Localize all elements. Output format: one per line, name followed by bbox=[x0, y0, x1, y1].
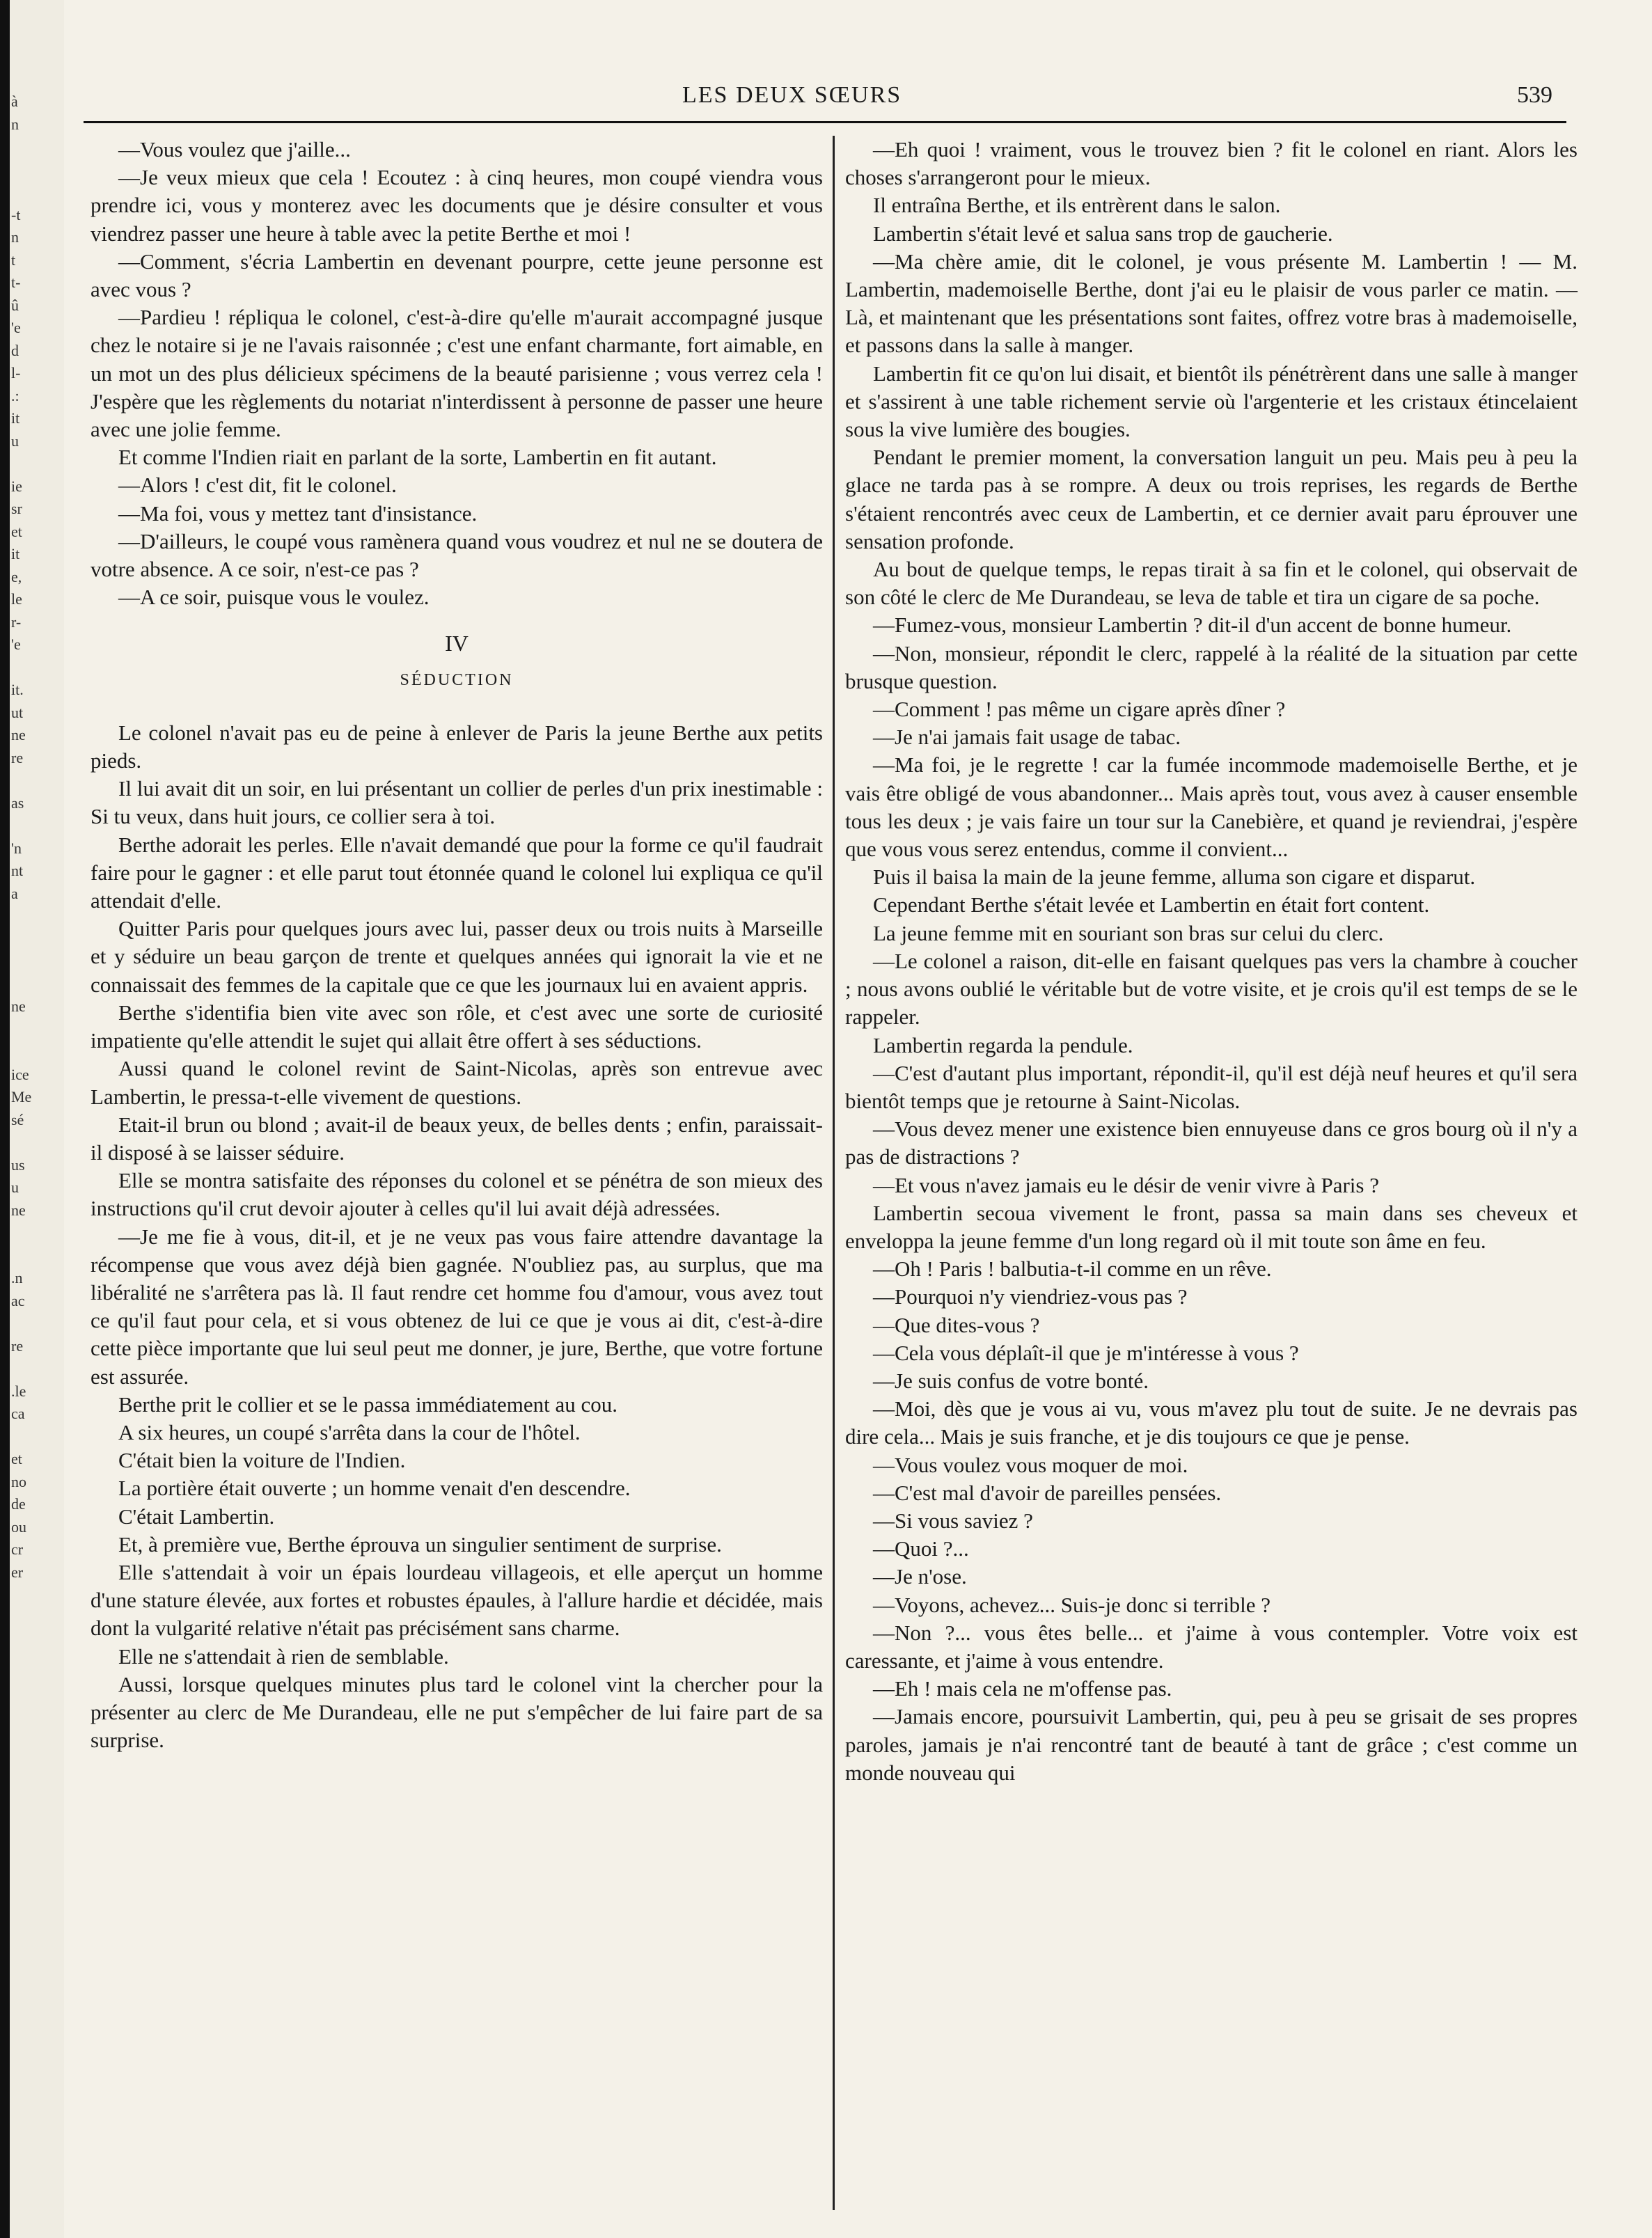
left-paragraphs-before bbox=[91, 136, 823, 611]
paragraph: Elle se montra satisfaite des réponses du colonel et se pénétra de son mieux des instructions qu'il crut devoir ajouter à celles qu'il lui avait déjà adressées. bbox=[91, 1168, 823, 1221]
paragraph: —C'est mal d'avoir de pareilles pensées. bbox=[873, 1480, 1222, 1505]
paragraph: —Que dites-vous ? bbox=[873, 1312, 1040, 1337]
paragraph: —Pourquoi n'y viendriez-vous pas ? bbox=[873, 1284, 1188, 1309]
paragraph: —Je suis confus de votre bonté. bbox=[873, 1368, 1149, 1393]
paragraph: —Vous voulez que j'aille... bbox=[118, 137, 351, 161]
paragraph: Etait-il brun ou blond ; avait-il de beaux yeux, de belles dents ; enfin, paraissait-il disposé à se laisser séduire. bbox=[91, 1112, 823, 1165]
paragraph: Quitter Paris pour quelques jours avec lui, passer deux ou trois nuits à Marseille et y séduire un beau garçon de trente et quelques années qui ignorait la vie et ne connaissait des femmes de la capitale que ce que les journaux lui en avaient appris. bbox=[91, 916, 823, 997]
paragraph: Au bout de quelque temps, le repas tirait à sa fin et le colonel, qui observait de son côté le clerc de Me Durandeau, se leva de table et tira un cigare de sa poche. bbox=[845, 557, 1578, 610]
paragraph: —Oh ! Paris ! balbutia-t-il comme en un rêve. bbox=[873, 1256, 1272, 1282]
header-rule bbox=[84, 121, 1566, 123]
paragraph: —Ma chère amie, dit le colonel, je vous présente M. Lambertin ! — M. Lambertin, mademoiselle Berthe, dont j'ai eu le plaisir de vous parler ce matin. — Là, et maintenant que les présentations sont faites, offrez votre bras à mademoiselle, et passons dans la salle à manger. bbox=[845, 249, 1578, 358]
paragraph: —Jamais encore, poursuivit Lambertin, qui, peu à peu se grisait de ses propres paroles, jamais je n'ai rencontré tant de beauté à tant de grâce ; c'est comme un monde nouveau qui bbox=[845, 1704, 1578, 1785]
paragraph: Aussi, lorsque quelques minutes plus tard le colonel vint la chercher pour la présenter au clerc de Me Durandeau, elle ne put s'empêcher de lui faire part de sa surprise. bbox=[91, 1671, 823, 1753]
paragraph: Lambertin secoua vivement le front, passa sa main dans ses cheveux et enveloppa la jeune femme d'un long regard où il mit toute son âme en feu. bbox=[845, 1200, 1578, 1253]
paragraph: —Ma foi, je le regrette ! car la fumée incommode mademoiselle Berthe, et je vais être obligé de vous abandonner... Mais après tout, vous avez à causer ensemble tous les deux ; je vais faire un tour sur la Canebière, et quand je reviendrai, j'espère que vous vous serez entendus, comme il convient... bbox=[845, 752, 1578, 862]
paragraph: —Non, monsieur, répondit le clerc, rappelé à la réalité de la situation par cette brusque question. bbox=[845, 640, 1578, 693]
paragraph: —Vous voulez vous moquer de moi. bbox=[873, 1452, 1188, 1477]
paragraph: —Je veux mieux que cela ! Ecoutez : à cinq heures, mon coupé viendra vous prendre ici, vous y monterez avec les documents que je désire consulter et vous viendrez passer une heure à table avec la petite Berthe et moi ! bbox=[91, 165, 823, 246]
paragraph: —Eh quoi ! vraiment, vous le trouvez bien ? fit le colonel en riant. Alors les choses s'arrangeront pour le mieux. bbox=[845, 137, 1578, 190]
paragraph: —Comment, s'écria Lambertin en devenant pourpre, cette jeune personne est avec vous ? bbox=[91, 249, 823, 302]
paragraph: —Je n'ose. bbox=[873, 1564, 967, 1589]
running-title: LES DEUX SŒURS bbox=[682, 82, 902, 108]
paragraph: Et comme l'Indien riait en parlant de la sorte, Lambertin en fit autant. bbox=[118, 445, 717, 470]
left-paragraphs-after bbox=[91, 719, 823, 1755]
paragraph: Berthe prit le collier et se le passa immédiatement au cou. bbox=[118, 1392, 618, 1417]
paragraph: Pendant le premier moment, la conversation languit un peu. Mais peu à peu la glace ne tarda pas à se rompre. A deux ou trois reprises, les regards de Berthe s'étaient rencontrés avec ceux de Lambertin, et ce dernier avait paru éprouver une sensation profonde. bbox=[845, 445, 1578, 553]
paragraph: Et, à première vue, Berthe éprouva un singulier sentiment de surprise. bbox=[118, 1531, 722, 1557]
running-header bbox=[70, 82, 1566, 124]
right-paragraphs bbox=[845, 136, 1578, 1787]
paragraph: —Je n'ai jamais fait usage de tabac. bbox=[873, 725, 1181, 750]
paragraph: Elle ne s'attendait à rien de semblable. bbox=[118, 1644, 449, 1669]
left-column bbox=[91, 136, 823, 1754]
paragraph: —Si vous saviez ? bbox=[873, 1508, 1033, 1533]
paragraph: —Moi, dès que je vous ai vu, vous m'avez plu tout de suite. Je ne devrais pas dire cela... Mais je suis franche, et je dis toujours ce que je pense. bbox=[845, 1396, 1578, 1449]
paragraph: Cependant Berthe s'était levée et Lambertin en était fort content. bbox=[873, 892, 1430, 917]
binding-gutter bbox=[0, 0, 64, 2238]
paragraph: Lambertin fit ce qu'on lui disait, et bientôt ils pénétrèrent dans une salle à manger et s'assirent à une table richement servie où l'argenterie et les cristaux étincelaient sous la vive lumière des bougies. bbox=[845, 361, 1578, 442]
paragraph: La jeune femme mit en souriant son bras sur celui du clerc. bbox=[873, 920, 1384, 945]
right-column bbox=[845, 136, 1578, 1787]
paragraph: Elle s'attendait à voir un épais lourdeau villageois, et elle aperçut un homme d'une stature élevée, aux fortes et robustes épaules, à l'allure hardie et décidée, mais dont la vulgarité relative n'était pas précisément sans charme. bbox=[91, 1559, 823, 1641]
paragraph: Lambertin regarda la pendule. bbox=[873, 1032, 1133, 1057]
paragraph: —Quoi ?... bbox=[873, 1536, 969, 1561]
paragraph: —Fumez-vous, monsieur Lambertin ? dit-il d'un accent de bonne humeur. bbox=[873, 613, 1512, 638]
paragraph: La portière était ouverte ; un homme venait d'en descendre. bbox=[118, 1476, 631, 1501]
paragraph: —Et vous n'avez jamais eu le désir de venir vivre à Paris ? bbox=[873, 1172, 1379, 1197]
paragraph: —D'ailleurs, le coupé vous ramènera quand vous voudrez et nul ne se doutera de votre absence. A ce soir, n'est-ce pas ? bbox=[91, 528, 823, 582]
paragraph: A six heures, un coupé s'arrêta dans la cour de l'hôtel. bbox=[118, 1419, 581, 1444]
chapter-number: IV bbox=[445, 631, 469, 656]
paragraph: —Eh ! mais cela ne m'offense pas. bbox=[873, 1676, 1172, 1701]
paragraph: Aussi quand le colonel revint de Saint-Nicolas, après son entrevue avec Lambertin, le pressa-t-elle vivement de questions. bbox=[91, 1056, 823, 1109]
paragraph: Le colonel n'avait pas eu de peine à enlever de Paris la jeune Berthe aux petits pieds. bbox=[91, 720, 823, 773]
paragraph: —A ce soir, puisque vous le voulez. bbox=[118, 585, 430, 610]
paragraph: —Comment ! pas même un cigare après dîner ? bbox=[873, 697, 1286, 722]
paragraph: —Voyons, achevez... Suis-je donc si terrible ? bbox=[873, 1592, 1271, 1617]
paragraph: Lambertin s'était levé et salua sans trop de gaucherie. bbox=[873, 221, 1333, 246]
paragraph: —Je me fie à vous, dit-il, et je ne veux pas vous faire attendre davantage la récompense que vous avez déjà bien gagnée. N'oubliez pas, au surplus, que ma libéralité ne s'arrêtera pas là. Il faut rendre cet homme fou d'amour, vous avez tout ce qu'il faut pour cela, et si vous obtenez de lui ce que je vous ai dit, c'est-à-dire cette pièce importante que lui seul peut me donner, je jure, Berthe, que votre fortune est assurée. bbox=[91, 1224, 823, 1389]
chapter-title: SÉDUCTION bbox=[400, 670, 514, 689]
column-divider bbox=[833, 136, 835, 2210]
paragraph: —Non ?... vous êtes belle... et j'aime à vous contempler. Votre voix est caressante, et j'aime à vous entendre. bbox=[845, 1620, 1578, 1673]
paragraph: Berthe s'identifia bien vite avec son rôle, et c'est avec une sorte de curiosité impatiente qu'elle attendit le sujet qui allait être offert à ses séductions. bbox=[91, 1000, 823, 1053]
paragraph: C'était bien la voiture de l'Indien. bbox=[118, 1448, 406, 1473]
paragraph: Puis il baisa la main de la jeune femme, alluma son cigare et disparut. bbox=[873, 865, 1476, 890]
paragraph: Il lui avait dit un soir, en lui présentant un collier de perles d'un prix inestimable : Si tu veux, dans huit jours, ce collier sera à toi. bbox=[91, 776, 823, 829]
binding-edge bbox=[0, 0, 10, 2238]
paragraph: Berthe adorait les perles. Elle n'avait demandé que pour la forme ce qu'il faudrait faire pour le gagner : et elle parut tout étonnée quand le colonel lui expliqua ce qu'il attendait d'elle. bbox=[91, 832, 823, 913]
margin-fragments: à n -t n t t- û 'e d l- .: it u ie sr et it e, le r- 'e it. ut ne re as 'n nt a ne ice Me sé us u ne .n ac re .le ca et no de ou cr er bbox=[11, 93, 32, 1581]
paragraph: —Ma foi, vous y mettez tant d'insistance. bbox=[118, 501, 478, 526]
paragraph: —C'est d'autant plus important, répondit-il, qu'il est déjà neuf heures et qu'il sera bientôt temps que je retourne à Saint-Nicolas. bbox=[845, 1060, 1578, 1113]
paragraph: —Vous devez mener une existence bien ennuyeuse dans ce gros bourg où il n'y a pas de distractions ? bbox=[845, 1117, 1578, 1169]
paragraph: —Le colonel a raison, dit-elle en faisant quelques pas vers la chambre à coucher ; nous avons oublié le véritable but de votre visite, et je crois qu'il est temps de se le rappeler. bbox=[845, 948, 1578, 1030]
paragraph: —Cela vous déplaît-il que je m'intéresse à vous ? bbox=[873, 1340, 1299, 1365]
page-number: 539 bbox=[1517, 82, 1552, 108]
paragraph: Il entraîna Berthe, et ils entrèrent dans le salon. bbox=[873, 193, 1281, 218]
paragraph: —Alors ! c'est dit, fit le colonel. bbox=[118, 473, 397, 498]
paragraph: C'était Lambertin. bbox=[118, 1504, 275, 1529]
paragraph: —Pardieu ! répliqua le colonel, c'est-à-dire qu'elle m'aurait accompagné jusque chez le notaire si je ne l'avais raisonnée ; c'est une enfant charmante, fort aimable, en un mot un des plus délicieux spécimens de la beauté parisienne ; vous verrez cela ! J'espère que les règlements du notariat n'interdissent à personne de passer une heure avec une jolie femme. bbox=[91, 305, 823, 442]
